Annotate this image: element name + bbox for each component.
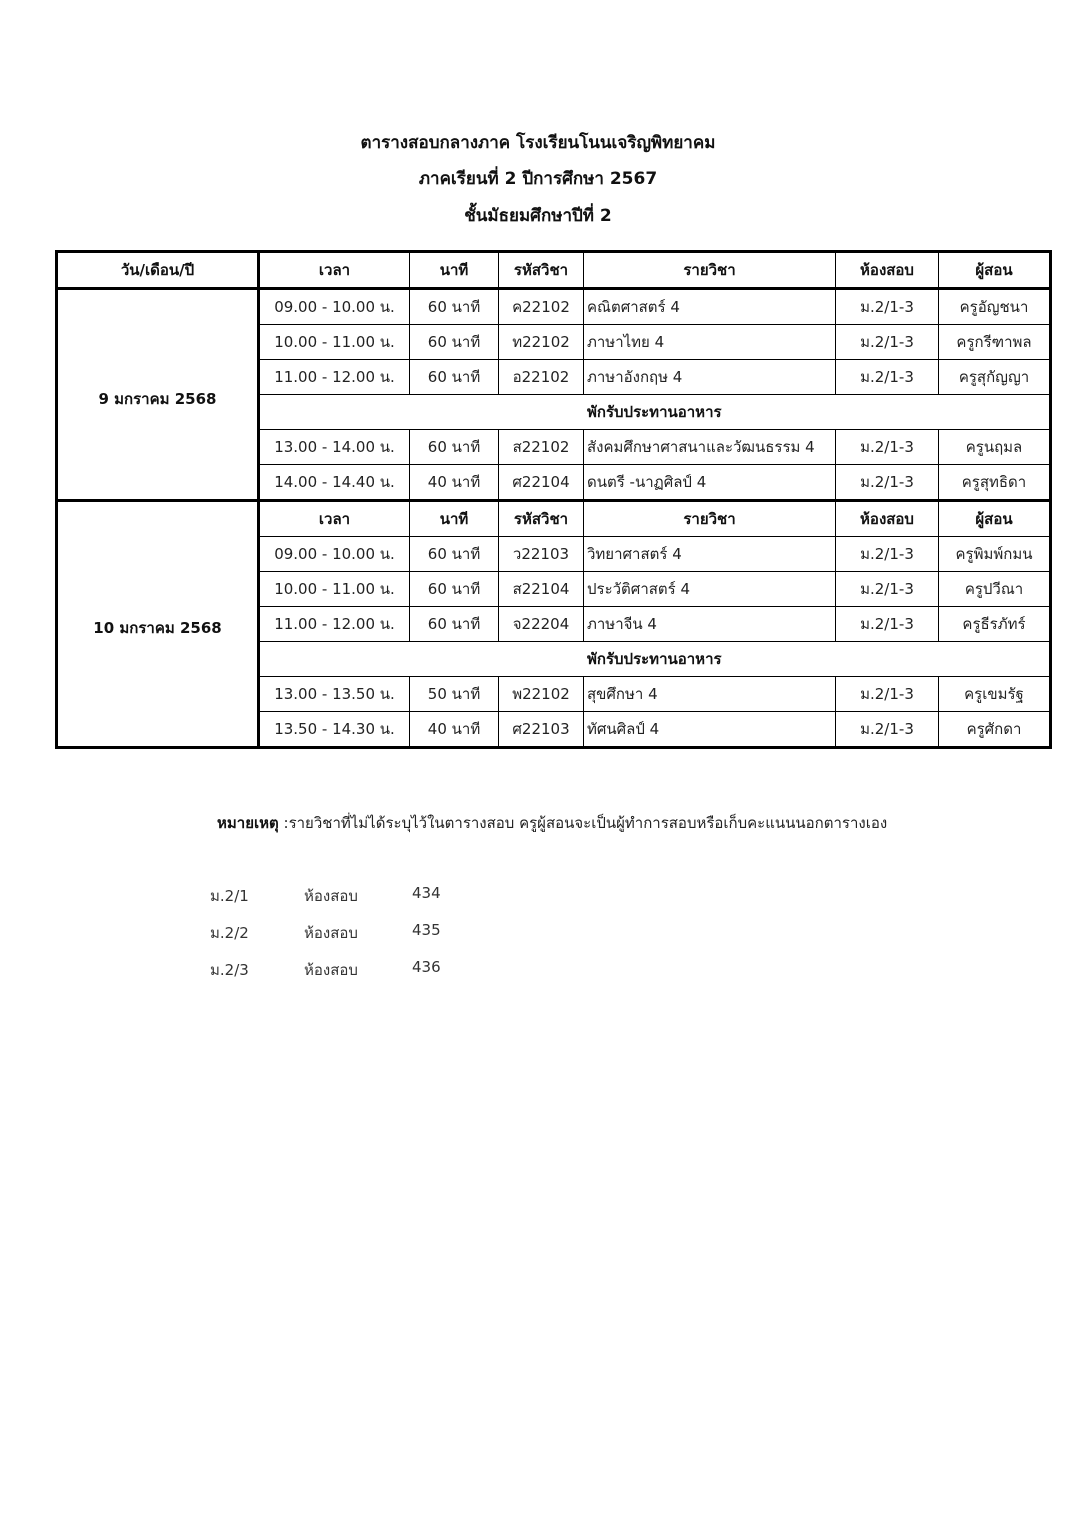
teacher-cell: ครูศักดา: [939, 712, 1051, 748]
table-subheader-row: [57, 501, 1051, 537]
room-cell: ม.2/1-3: [836, 677, 939, 712]
teacher-cell: ครูนฤมล: [939, 430, 1051, 465]
subject-cell: ดนตรี -นาฏศิลป์ 4: [584, 465, 836, 501]
col-header-minutes: นาที: [410, 501, 499, 537]
lunch-break-label: พักรับประทานอาหาร: [259, 395, 1051, 430]
room-label: ห้องสอบ: [304, 924, 358, 942]
code-cell: ว22103: [499, 537, 584, 572]
subject-cell: ทัศนศิลป์ 4: [584, 712, 836, 748]
col-header-room: ห้องสอบ: [836, 252, 939, 289]
room-cell: ม.2/1-3: [836, 289, 939, 325]
col-header-room: ห้องสอบ: [836, 501, 939, 537]
col-header-time: เวลา: [259, 501, 410, 537]
minutes-cell: 60 นาที: [410, 430, 499, 465]
time-cell: 09.00 - 10.00 น.: [259, 537, 410, 572]
room-cell: ม.2/1-3: [836, 537, 939, 572]
room-label: ห้องสอบ: [304, 961, 358, 979]
minutes-cell: 60 นาที: [410, 537, 499, 572]
subject-cell: สังคมศึกษาศาสนาและวัฒนธรรม 4: [584, 430, 836, 465]
minutes-cell: 40 นาที: [410, 712, 499, 748]
room-cell: ม.2/1-3: [836, 712, 939, 748]
teacher-cell: ครูธีรภัทร์: [939, 607, 1051, 642]
time-cell: 14.00 - 14.40 น.: [259, 465, 410, 501]
col-header-subject: รายวิชา: [584, 501, 836, 537]
code-cell: อ22102: [499, 360, 584, 395]
code-cell: ส22104: [499, 572, 584, 607]
lunch-break-label: พักรับประทานอาหาร: [259, 642, 1051, 677]
room-list-item: [210, 921, 510, 958]
code-cell: ท22102: [499, 325, 584, 360]
col-header-minutes: นาที: [410, 252, 499, 289]
room-list-item: [210, 884, 510, 921]
minutes-cell: 60 นาที: [410, 360, 499, 395]
teacher-cell: ครูสุทธิดา: [939, 465, 1051, 501]
minutes-cell: 60 นาที: [410, 572, 499, 607]
time-cell: 11.00 - 12.00 น.: [259, 607, 410, 642]
time-cell: 13.00 - 14.00 น.: [259, 430, 410, 465]
col-header-time: เวลา: [259, 252, 410, 289]
col-header-code: รหัสวิชา: [499, 501, 584, 537]
exam-schedule-table: [55, 250, 1052, 749]
room-cell: ม.2/1-3: [836, 325, 939, 360]
exam-date: 9 มกราคม 2568: [57, 289, 259, 501]
minutes-cell: 60 นาที: [410, 607, 499, 642]
code-cell: จ22204: [499, 607, 584, 642]
class-name: ม.2/3: [210, 961, 249, 979]
time-cell: 13.50 - 14.30 น.: [259, 712, 410, 748]
room-number: 434: [412, 884, 441, 902]
room-cell: ม.2/1-3: [836, 360, 939, 395]
teacher-cell: ครูอัญชนา: [939, 289, 1051, 325]
document-title: ตารางสอบกลางภาค โรงเรียนโนนเจริญพิทยาคม: [360, 133, 716, 153]
room-number: 436: [412, 958, 441, 976]
class-name: ม.2/1: [210, 887, 249, 905]
room-cell: ม.2/1-3: [836, 572, 939, 607]
teacher-cell: ครูสุกัญญา: [939, 360, 1051, 395]
subject-cell: ภาษาไทย 4: [584, 325, 836, 360]
room-list-item: [210, 958, 510, 995]
remark: [217, 811, 887, 835]
room-cell: ม.2/1-3: [836, 465, 939, 501]
class-name: ม.2/2: [210, 924, 249, 942]
exam-room-list: [210, 884, 510, 995]
subject-cell: สุขศึกษา 4: [584, 677, 836, 712]
time-cell: 11.00 - 12.00 น.: [259, 360, 410, 395]
subject-cell: วิทยาศาสตร์ 4: [584, 537, 836, 572]
room-cell: ม.2/1-3: [836, 430, 939, 465]
table-header-row: [57, 252, 1051, 289]
table-row: [57, 289, 1051, 325]
room-number: 435: [412, 921, 441, 939]
subject-cell: คณิตศาสตร์ 4: [584, 289, 836, 325]
code-cell: ส22102: [499, 430, 584, 465]
time-cell: 09.00 - 10.00 น.: [259, 289, 410, 325]
remark-label: หมายเหตุ: [217, 814, 279, 832]
col-header-date: วัน/เดือน/ปี: [57, 252, 259, 289]
subject-cell: ประวัติศาสตร์ 4: [584, 572, 836, 607]
time-cell: 10.00 - 11.00 น.: [259, 325, 410, 360]
minutes-cell: 60 นาที: [410, 289, 499, 325]
teacher-cell: ครูพิมพ์กมน: [939, 537, 1051, 572]
code-cell: ค22102: [499, 289, 584, 325]
teacher-cell: ครูเขมรัฐ: [939, 677, 1051, 712]
room-label: ห้องสอบ: [304, 887, 358, 905]
subject-cell: ภาษาอังกฤษ 4: [584, 360, 836, 395]
teacher-cell: ครูกรีฑาพล: [939, 325, 1051, 360]
col-header-subject: รายวิชา: [584, 252, 836, 289]
code-cell: พ22102: [499, 677, 584, 712]
minutes-cell: 60 นาที: [410, 325, 499, 360]
col-header-teacher: ผู้สอน: [939, 501, 1051, 537]
semester-line: ภาคเรียนที่ 2 ปีการศึกษา 2567: [418, 169, 658, 189]
exam-date: 10 มกราคม 2568: [57, 501, 259, 748]
subject-cell: ภาษาจีน 4: [584, 607, 836, 642]
code-cell: ศ22103: [499, 712, 584, 748]
remark-text: :รายวิชาที่ไม่ได้ระบุไว้ในตารางสอบ ครูผู้สอนจะเป็นผู้ทำการสอบหรือเก็บคะแนนนอกตารางเอง: [278, 814, 888, 832]
teacher-cell: ครูปวีณา: [939, 572, 1051, 607]
col-header-teacher: ผู้สอน: [939, 252, 1051, 289]
minutes-cell: 40 นาที: [410, 465, 499, 501]
time-cell: 10.00 - 11.00 น.: [259, 572, 410, 607]
grade-level-line: ชั้นมัธยมศึกษาปีที่ 2: [464, 206, 612, 226]
code-cell: ศ22104: [499, 465, 584, 501]
minutes-cell: 50 นาที: [410, 677, 499, 712]
col-header-code: รหัสวิชา: [499, 252, 584, 289]
room-cell: ม.2/1-3: [836, 607, 939, 642]
time-cell: 13.00 - 13.50 น.: [259, 677, 410, 712]
